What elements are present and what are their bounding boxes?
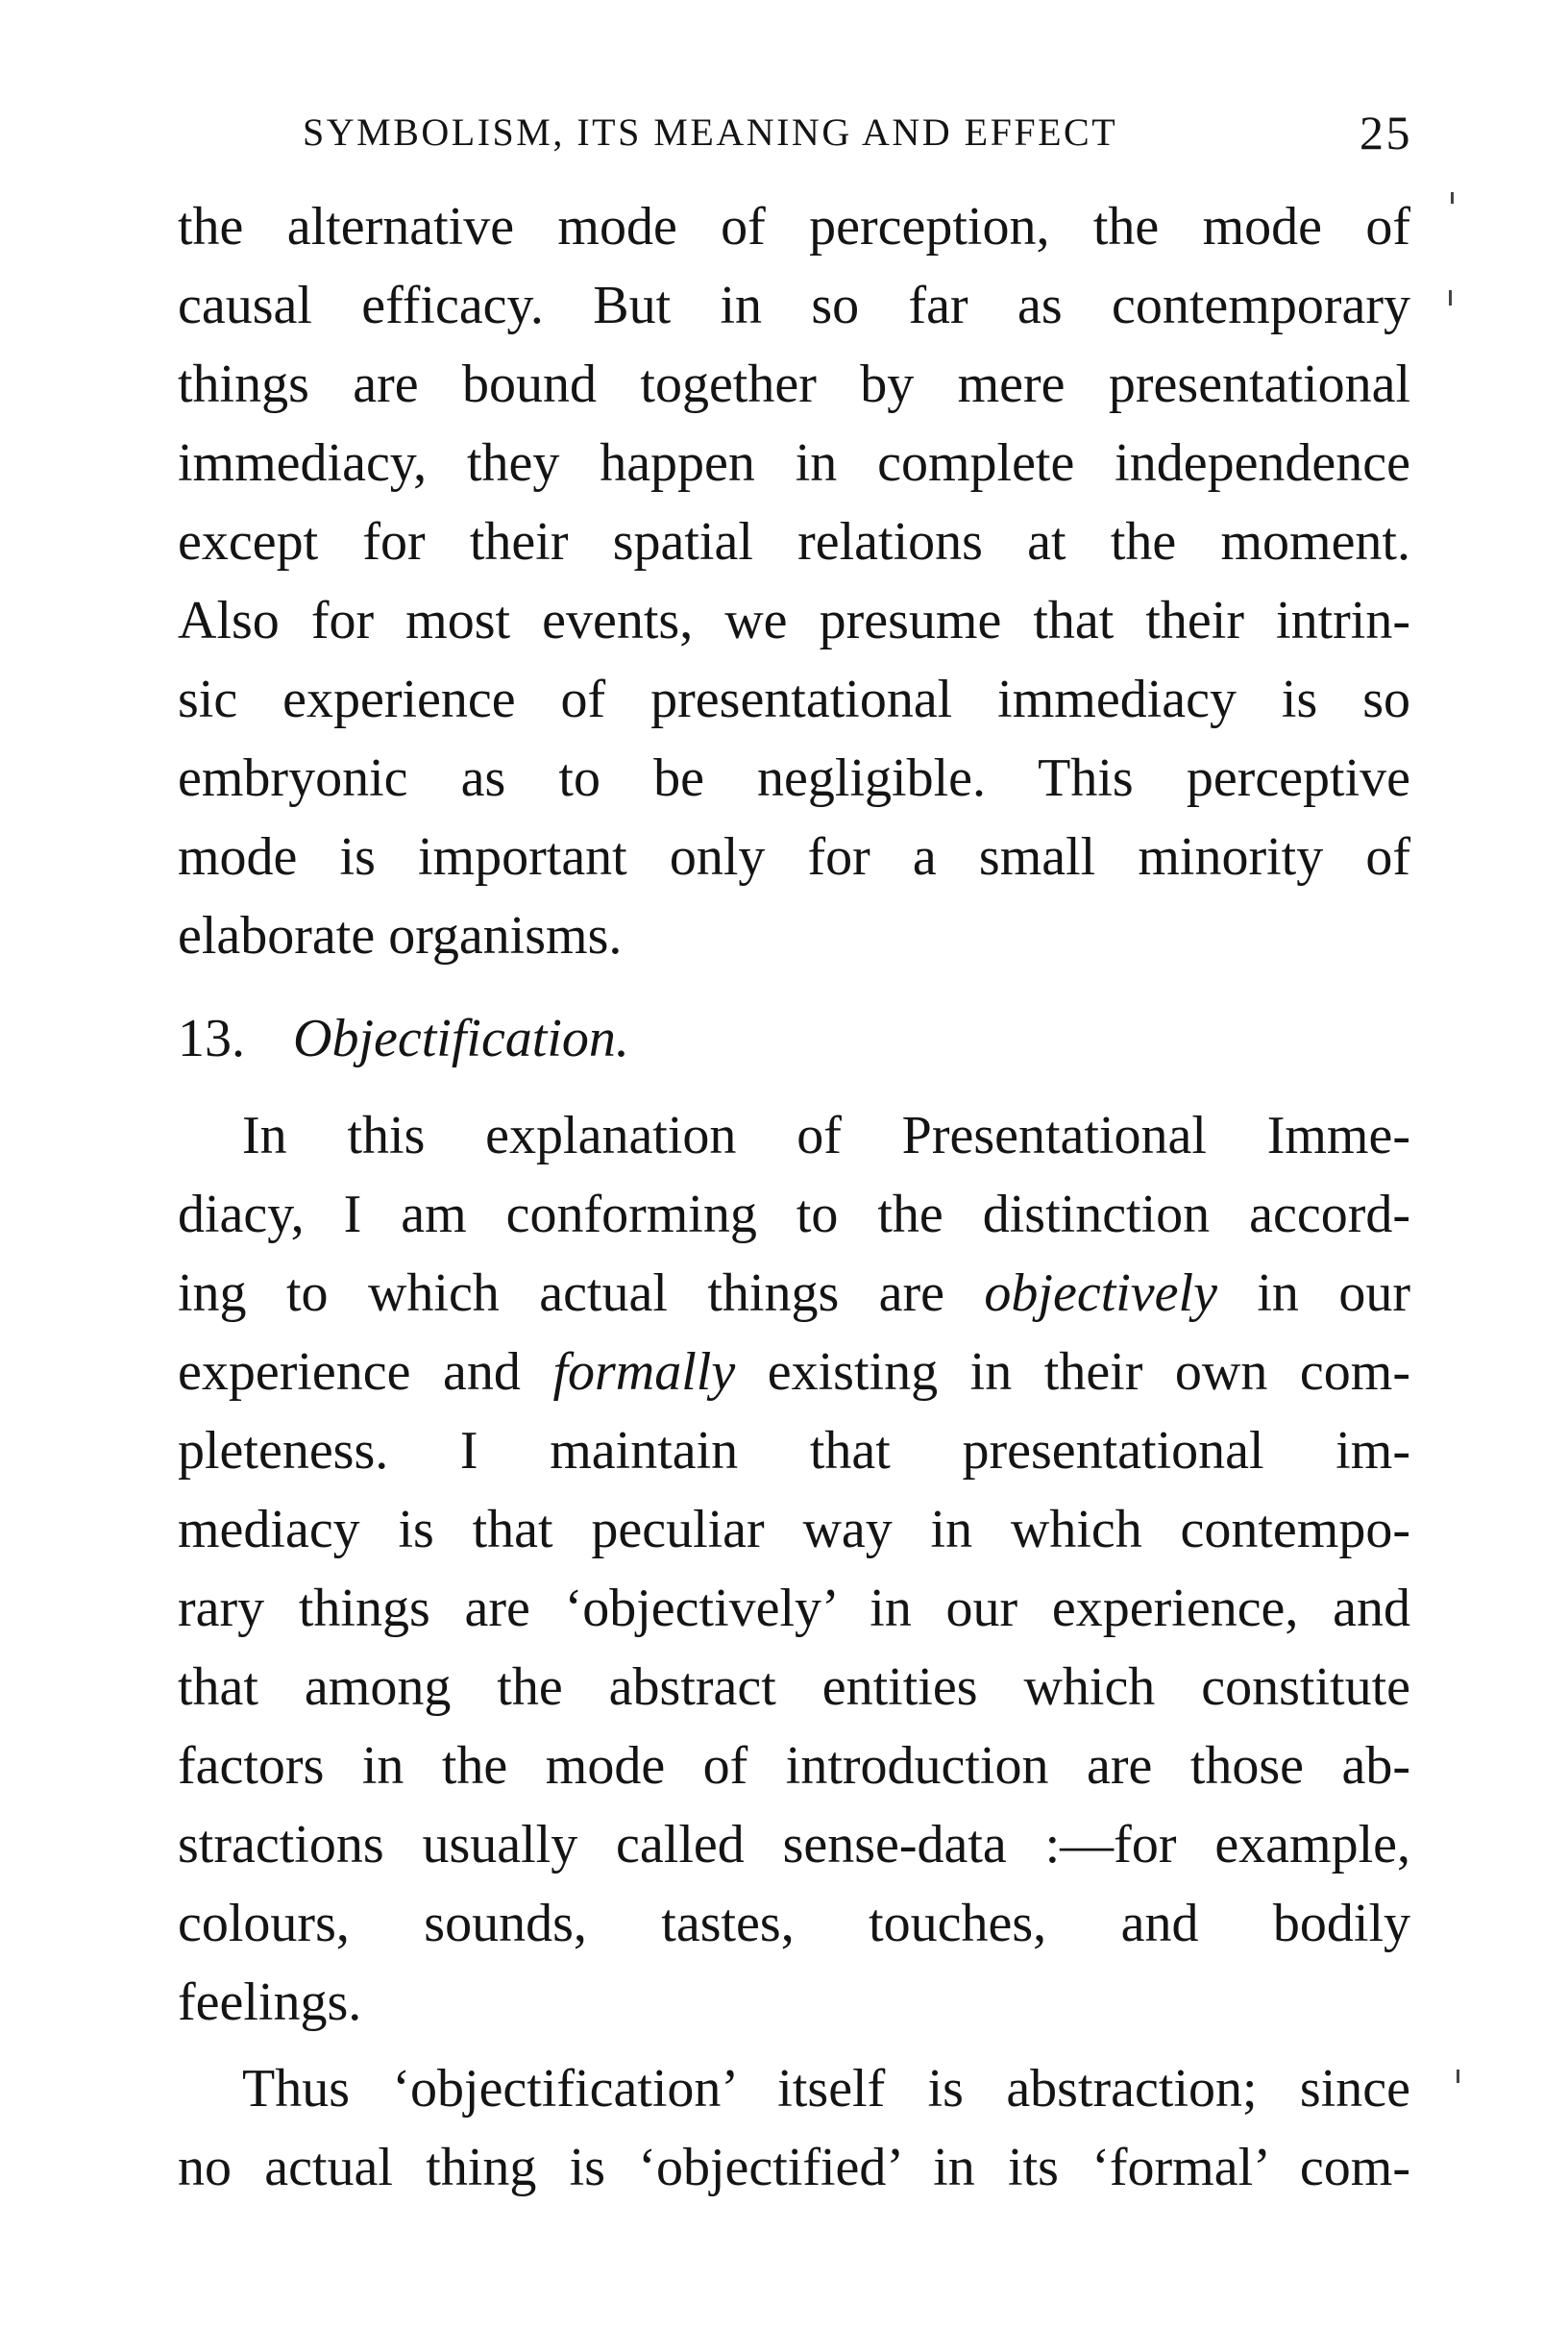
text-line: In this explanation of Presentational Imme- [242, 1106, 1410, 1165]
text-line: stractions usually called sense-data :—for example, [178, 1815, 1410, 1874]
text-line: Thus ‘objectification’ itself is abstraction; since [242, 2059, 1410, 2119]
text-span: ing to which actual things are [178, 1263, 985, 1323]
emphasis-objectively: objectively [984, 1263, 1217, 1323]
text-line: Also for most events, we presume that their intrin- [178, 591, 1410, 650]
text-line: factors in the mode of introduction are those ab- [178, 1736, 1410, 1796]
text-line: causal efficacy. But in so far as contemporary [178, 276, 1410, 335]
text-line: embryonic as to be negligible. This perceptive [178, 748, 1410, 808]
text-line: sic experience of presentational immediacy is so [178, 670, 1410, 729]
text-line: that among the abstract entities which constitute [178, 1657, 1410, 1717]
text-span: in our [1216, 1263, 1410, 1323]
text-line: no actual thing is ‘objectified’ in its ‘formal’ com- [178, 2138, 1410, 2197]
text-line: pleteness. I maintain that presentational im- [178, 1421, 1410, 1481]
text-line: rary things are ‘objectively’ in our experience, and [178, 1579, 1410, 1638]
text-line: the alternative mode of perception, the mode of [178, 197, 1410, 257]
text-line: feelings. [178, 1972, 362, 2032]
section-heading [178, 1000, 629, 1077]
section-title: Objectification. [293, 1009, 629, 1068]
running-header-title: SYMBOLISM, ITS MEANING AND EFFECT [303, 110, 1118, 154]
text-line: mode is important only for a small minority of [178, 827, 1410, 887]
scan-mark [1449, 290, 1452, 306]
text-line: colours, sounds, tastes, touches, and bodily [178, 1894, 1410, 1953]
text-span: existing in their own com- [735, 1342, 1410, 1402]
text-line: things are bound together by mere presentational [178, 355, 1410, 414]
section-number: 13. [178, 1009, 245, 1068]
text-line: except for their spatial relations at the moment. [178, 512, 1410, 572]
page-number: 25 [1360, 106, 1412, 159]
text-line: mediacy is that peculiar way in which contempo- [178, 1500, 1410, 1559]
scan-mark [1457, 2070, 1459, 2083]
text-line: diacy, I am conforming to the distinction accord- [178, 1185, 1410, 1244]
emphasis-formally: formally [552, 1342, 736, 1402]
text-line [178, 1255, 1410, 1332]
scan-mark [1451, 192, 1454, 204]
text-line [178, 1334, 1410, 1410]
text-line: immediacy, they happen in complete independence [178, 433, 1410, 493]
text-line: elaborate organisms. [178, 906, 623, 966]
text-span: experience and [178, 1342, 553, 1402]
running-header [303, 104, 1412, 161]
